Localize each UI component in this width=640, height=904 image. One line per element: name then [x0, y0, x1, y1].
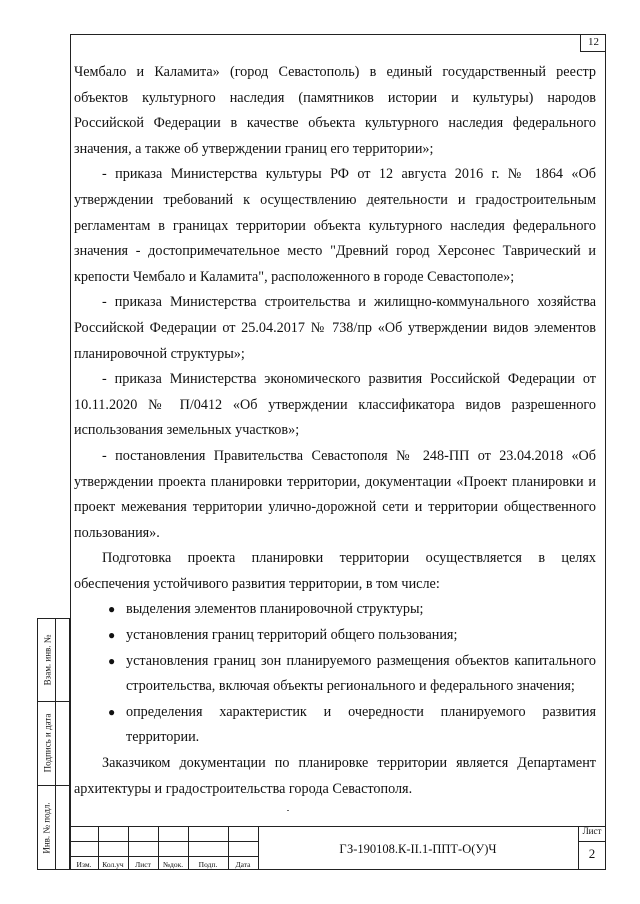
scan-speck — [287, 810, 289, 811]
paragraph-order-culture: - приказа Министерства культуры РФ от 12 августа 2016 г. № 1864 «Об утверждении требований к осуществлению деятельности и градостроительным регламентам в границах территории объекта культурного наследия федерального значения - достопримечательное место "Древний город Херсонес Таврический и крепости Чембало и Каламита", расположенного в городе Севастополе»; — [74, 166, 596, 285]
sidebar-label-original-inv: Инв. № подл. — [42, 802, 52, 854]
sheet-label: Лист — [582, 826, 602, 836]
paragraph-order-economy: - приказа Министерства экономического развития Российской Федерации от 10.11.2020 № П/0412 «Об утверждении классификатора видов разрешенного использования земельных участков»; — [74, 371, 596, 439]
stamp-row-line — [578, 841, 606, 842]
sheet-number: 2 — [588, 846, 596, 861]
stamp-col-izm: Изм. — [76, 860, 92, 869]
list-item-text: определения характеристик и очередности планируемого развития территории. — [126, 703, 596, 746]
bullet-icon: ● — [108, 653, 116, 668]
list-item — [74, 597, 596, 623]
stamp-col-podp: Подп. — [198, 860, 218, 869]
bullet-icon: ● — [108, 628, 116, 643]
bullet-icon: ● — [108, 602, 116, 617]
document-body — [74, 60, 596, 802]
paragraph-goals-intro: Подготовка проекта планировки территории осуществляется в целях обеспечения устойчивого развития территории, в том числе: — [74, 550, 596, 592]
top-page-number: 12 — [580, 34, 606, 52]
goals-list — [74, 597, 596, 751]
stamp-col-data: Дата — [235, 860, 251, 869]
paragraph-customer: Заказчиком документации по планировке территории является Департамент архитектуры и градостроительства города Севастополя. — [74, 755, 596, 797]
stamp-col-list: Лист — [135, 860, 151, 869]
bullet-icon: ● — [108, 704, 116, 719]
list-item — [74, 623, 596, 649]
list-item — [74, 700, 596, 751]
sidebar-label-replace-inv: Взам. инв. № — [42, 634, 52, 686]
list-item — [74, 649, 596, 700]
sidebar-label-signature-date: Подпись и дата — [42, 713, 52, 773]
margin-stamp-sidebar — [37, 618, 70, 870]
list-item-text: установления границ территорий общего пользования; — [126, 627, 458, 644]
list-item-text: выделения элементов планировочной структуры; — [126, 601, 424, 618]
paragraph-continuation: Чембало и Каламита» (город Севастополь) в единый государственный реестр объектов культурного наследия (памятников истории и культуры) народов Российской Федерации в качестве объекта культурного наследия федерального значения, а также об утверждении границ его территории»; — [74, 64, 596, 157]
list-item-text: установления границ зон планируемого размещения объектов капитального строительства, включая объекты регионального и федерального значения; — [126, 652, 596, 695]
paragraph-order-construction: - приказа Министерства строительства и жилищно-коммунального хозяйства Российской Федерации от 25.04.2017 № 738/пр «Об утверждении видов элементов планировочной структуры»; — [74, 294, 596, 362]
stamp-col-ndok: №док. — [162, 860, 184, 869]
document-code: ГЗ-190108.К-II.1-ППТ-О(У)Ч — [339, 841, 497, 856]
stamp-col-kol-uch: Кол.уч — [102, 860, 124, 869]
paragraph-resolution: - постановления Правительства Севастополя № 248-ПП от 23.04.2018 «Об утверждении проекта планировки территории, документации «Проект планировки и проект межевания территории улично-дорожной сети и территории общественного пользования». — [74, 447, 596, 541]
